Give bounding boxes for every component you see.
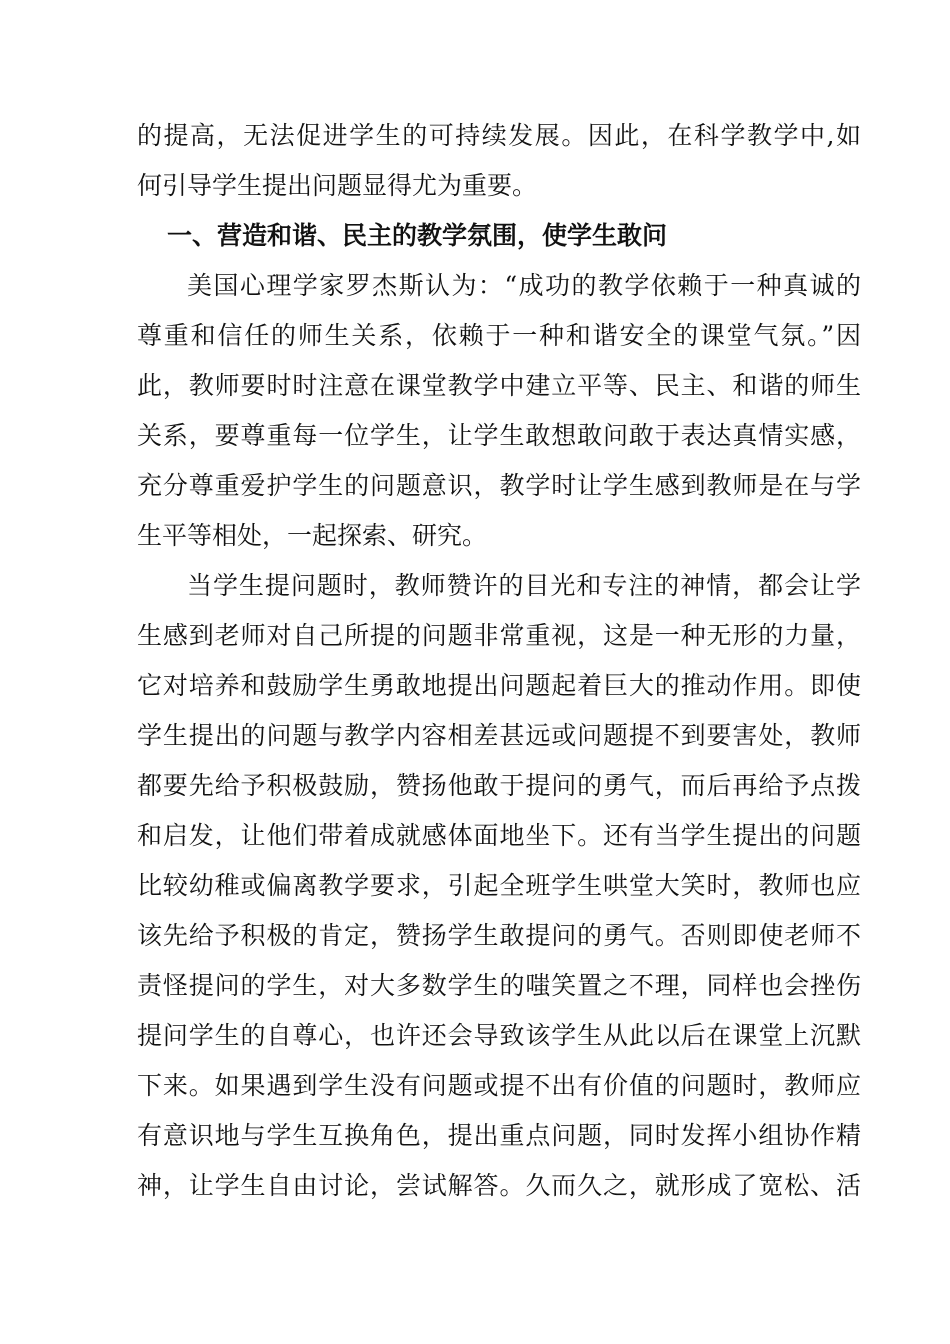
text-line: 提问学生的自尊心，也许还会导致该学生从此以后在课堂上沉默 [137, 1021, 861, 1050]
text-line: 此，教师要时时注意在课堂教学中建立平等、民主、和谐的师生 [137, 371, 861, 400]
text-line: 尊重和信任的师生关系，依赖于一种和谐安全的课堂气氛。”因 [137, 321, 861, 350]
text-line: 它对培养和鼓励学生勇敢地提出问题起着巨大的推动作用。即使 [137, 671, 861, 700]
text-line: 关系，要尊重每一位学生，让学生敢想敢问敢于表达真情实感， [137, 421, 861, 450]
text-line: 当学生提问题时，教师赞许的目光和专注的神情，都会让学 [187, 571, 861, 600]
text-line: 生平等相处，一起探索、研究。 [137, 521, 488, 550]
text-line: 神，让学生自由讨论，尝试解答。久而久之，就形成了宽松、活 [137, 1171, 861, 1200]
text-line: 的提高，无法促进学生的可持续发展。因此，在科学教学中,如 [137, 121, 861, 150]
text-line: 充分尊重爱护学生的问题意识，教学时让学生感到教师是在与学 [137, 471, 861, 500]
text-line: 下来。如果遇到学生没有问题或提不出有价值的问题时，教师应 [137, 1071, 861, 1100]
text-line: 责怪提问的学生，对大多数学生的嗤笑置之不理，同样也会挫伤 [137, 971, 861, 1000]
section-heading: 一、营造和谐、民主的教学氛围，使学生敢问 [167, 221, 668, 250]
text-line: 生感到老师对自己所提的问题非常重视，这是一种无形的力量， [137, 621, 861, 650]
text-line: 有意识地与学生互换角色，提出重点问题，同时发挥小组协作精 [137, 1121, 861, 1150]
text-line: 都要先给予积极鼓励，赞扬他敢于提问的勇气，而后再给予点拨 [137, 771, 861, 800]
text-line: 何引导学生提出问题显得尤为重要。 [137, 171, 538, 200]
text-line: 美国心理学家罗杰斯认为：“成功的教学依赖于一种真诚的 [187, 271, 861, 300]
text-line: 和启发，让他们带着成就感体面地坐下。还有当学生提出的问题 [137, 821, 861, 850]
text-line: 学生提出的问题与教学内容相差甚远或问题提不到要害处，教师 [137, 721, 861, 750]
text-line: 该先给予积极的肯定，赞扬学生敢提问的勇气。否则即使老师不 [137, 921, 861, 950]
text-line: 比较幼稚或偏离教学要求，引起全班学生哄堂大笑时，教师也应 [137, 871, 861, 900]
